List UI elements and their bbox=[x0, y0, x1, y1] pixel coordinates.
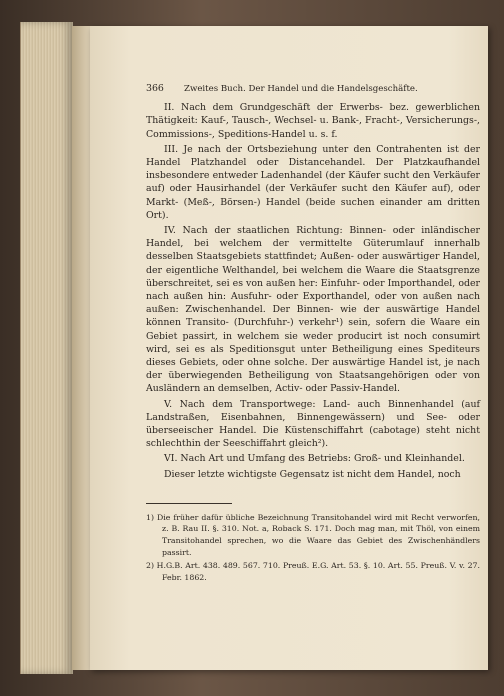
page-content bbox=[146, 82, 480, 585]
paragraph-vi: VI. Nach Art und Umfang des Betriebs: Groß- und Kleinhandel. bbox=[164, 453, 465, 465]
paragraph-ii: II. Nach dem Grundgeschäft der Erwerbs- bez. gewerblichen Thätigkeit: Kauf-, Tausch-, Wechsel- u. Bank-, Fracht-, Versicherungs-, Commissions-, Speditions-Handel u. s. f. bbox=[146, 102, 480, 140]
footnote-2: 2) H.G.B. Art. 438. 489. 567. 710. Preuß. E.G. Art. 53. §. 10. Art. 55. Preuß. V. v. 27. Febr. 1862. bbox=[146, 561, 480, 582]
footnote-rule bbox=[146, 503, 232, 504]
paragraph-continuation: Dieser letzte wichtigste Gegensatz ist nicht dem Handel, noch bbox=[164, 468, 461, 480]
page-number: 366 bbox=[146, 83, 164, 94]
paragraph-v: V. Nach dem Transportwege: Land- auch Binnenhandel (auf Landstraßen, Eisenbahnen, Binnengewässern) und See- oder überseeischer Handel. Die Küstenschiffahrt (cabotage) steht nicht schlechthin der Seeschiffahrt gleich²). bbox=[146, 398, 480, 450]
footnote-1: 1) Die früher dafür übliche Bezeichnung Transitohandel wird mit Recht verworfen, z. B. Rau II. §. 310. Not. a, Roback S. 171. Doch mag man, mit Thöl, von einem Transitohandel sprechen, wo die Waare das Gebiet des Zwischenhändlers passirt. bbox=[146, 512, 480, 557]
book-page bbox=[90, 26, 488, 670]
page-header bbox=[146, 82, 480, 96]
paragraph-iv: IV. Nach der staatlichen Richtung: Binnen- oder inländischer Handel, bei welchem der vermittelte Güterumlauf innerhalb desselben Staatsgebiets stattfindet; Außen- oder auswärtiger Handel, der eigentliche Welthandel, bei welchem die Waare die Staatsgrenze überschreitet, sei es von außen her: Einfuhr- oder Importhandel, oder nach außen hin: Ausfuhr- oder Exporthandel, oder von außen nach außen: Zwischenhandel. Der Binnen- wie der auswärtige Handel können Transito- (Durchfuhr-) verkehr¹) sein, sofern die Waare ein Gebiet passirt, in welchem sie weder producirt ist noch consumirt wird, sei es als Speditionsgut unter Betheiligung eines Spediteurs dieses Gebiets, oder ohne solche. Der auswärtige Handel ist, je nach der überwiegenden Betheiligung von Staatsangehörigen oder von Ausländern an demselben, Activ- oder Passiv-Handel. bbox=[146, 225, 480, 395]
gutter bbox=[72, 26, 92, 670]
paragraph-iii: III. Je nach der Ortsbeziehung unter den Contrahenten ist der Handel Platzhandel oder Distancehandel. Der Platzkaufhandel insbesondere entweder Ladenhandel (der Käufer sucht den Verkäufer auf) oder Hausirhandel (der Verkäufer sucht den Käufer auf), oder Markt- (Meß-, Börsen-) Handel (beide suchen einander am dritten Ort). bbox=[146, 143, 480, 221]
running-head: Zweites Buch. Der Handel und die Handelsgeschäfte. bbox=[184, 84, 418, 94]
page-edges bbox=[20, 22, 73, 674]
